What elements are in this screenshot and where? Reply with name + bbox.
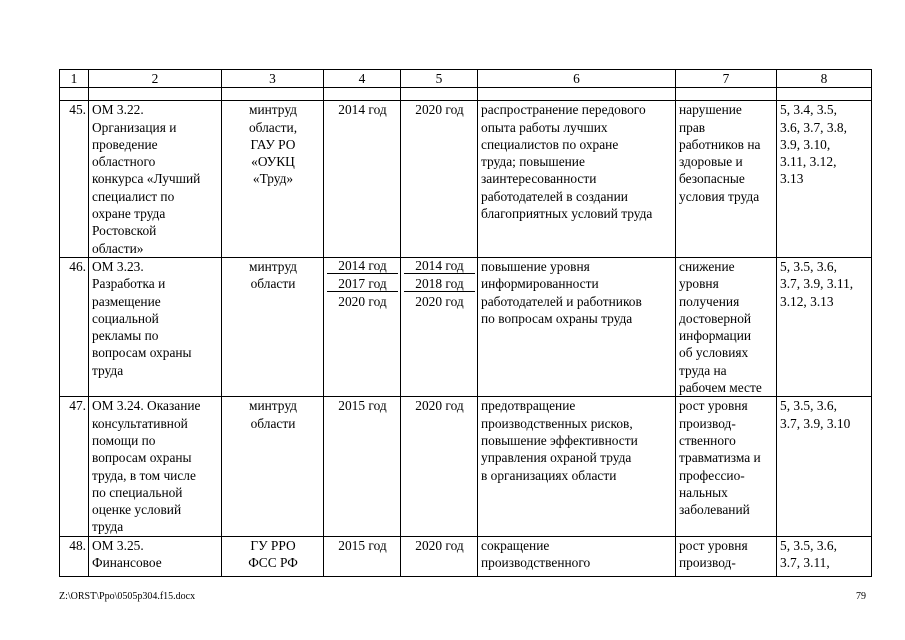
start-year-cell: [324, 397, 401, 536]
result-cell: предотвращение производственных рисков, повышение эффективности управления охраной труда в организациях области: [478, 397, 676, 536]
event-cell: ОМ 3.22. Организация и проведение областного конкурса «Лучший специалист по охране труда Ростовской области»: [89, 101, 222, 258]
header-cell-6: 6: [478, 70, 676, 88]
start-year: 2014 год: [338, 102, 387, 118]
executor-cell: ГУ РРО ФСС РФ: [222, 536, 324, 576]
event-cell: ОМ 3.23. Разработка и размещение социальной рекламы по вопросам охраны труда: [89, 257, 222, 396]
executor-cell: минтруд области: [222, 397, 324, 536]
result-cell: сокращение производственного: [478, 536, 676, 576]
end-year-cell: [401, 536, 478, 576]
start-year: 2017 год: [327, 276, 398, 292]
table-row: [60, 536, 872, 576]
end-year-cell: [401, 257, 478, 396]
start-year-cell: [324, 101, 401, 258]
header-cell-4: 4: [324, 70, 401, 88]
event-cell: ОМ 3.25. Финансовое: [89, 536, 222, 576]
spacer-row: [60, 88, 872, 101]
start-year-cell: [324, 257, 401, 396]
end-year-cell: [401, 397, 478, 536]
measures-table: [59, 69, 872, 577]
header-cell-1: 1: [60, 70, 89, 88]
consequence-cell: рост уровня производ- ственного травматизма и профессио- нальных заболеваний: [676, 397, 777, 536]
header-cell-5: 5: [401, 70, 478, 88]
table-row: [60, 257, 872, 396]
row-number: 48.: [60, 536, 89, 576]
row-number: 46.: [60, 257, 89, 396]
links-cell: 5, 3.5, 3.6, 3.7, 3.9, 3.10: [777, 397, 872, 536]
header-cell-7: 7: [676, 70, 777, 88]
column-number-header-row: [60, 70, 872, 88]
event-cell: ОМ 3.24. Оказание консультативной помощи по вопросам охраны труда, в том числе по специальной оценке условий труда: [89, 397, 222, 536]
links-cell: 5, 3.5, 3.6, 3.7, 3.9, 3.11, 3.12, 3.13: [777, 257, 872, 396]
row-number: 45.: [60, 101, 89, 258]
result-cell: распространение передового опыта работы лучших специалистов по охране труда; повышение заинтересованности работодателей в создании благоприятных условий труда: [478, 101, 676, 258]
end-year: 2018 год: [404, 276, 475, 292]
start-year-cell: [324, 536, 401, 576]
start-year: 2015 год: [338, 537, 387, 553]
end-year: 2020 год: [415, 293, 464, 309]
executor-cell: минтруд области: [222, 257, 324, 396]
header-cell-3: 3: [222, 70, 324, 88]
footer-page-number: 79: [856, 591, 866, 602]
end-year: 2014 год: [404, 258, 475, 274]
links-cell: 5, 3.4, 3.5, 3.6, 3.7, 3.8, 3.9, 3.10, 3.11, 3.12, 3.13: [777, 101, 872, 258]
footer-file-path: Z:\ORST\Ppo\0505p304.f15.docx: [59, 591, 196, 602]
header-cell-8: 8: [777, 70, 872, 88]
start-year: 2020 год: [338, 293, 387, 309]
consequence-cell: нарушение прав работников на здоровые и безопасные условия труда: [676, 101, 777, 258]
result-cell: повышение уровня информированности работодателей и работников по вопросам охраны труда: [478, 257, 676, 396]
end-year: 2020 год: [415, 102, 464, 118]
end-year: 2020 год: [415, 537, 464, 553]
consequence-cell: снижение уровня получения достоверной информации об условиях труда на рабочем месте: [676, 257, 777, 396]
links-cell: 5, 3.5, 3.6, 3.7, 3.11,: [777, 536, 872, 576]
consequence-cell: рост уровня производ-: [676, 536, 777, 576]
row-number: 47.: [60, 397, 89, 536]
start-year: 2015 год: [338, 398, 387, 414]
table-row: [60, 101, 872, 258]
executor-cell: минтруд области, ГАУ РО «ОУКЦ «Труд»: [222, 101, 324, 258]
end-year: 2020 год: [415, 398, 464, 414]
header-cell-2: 2: [89, 70, 222, 88]
table-row: [60, 397, 872, 536]
start-year: 2014 год: [327, 258, 398, 274]
end-year-cell: [401, 101, 478, 258]
